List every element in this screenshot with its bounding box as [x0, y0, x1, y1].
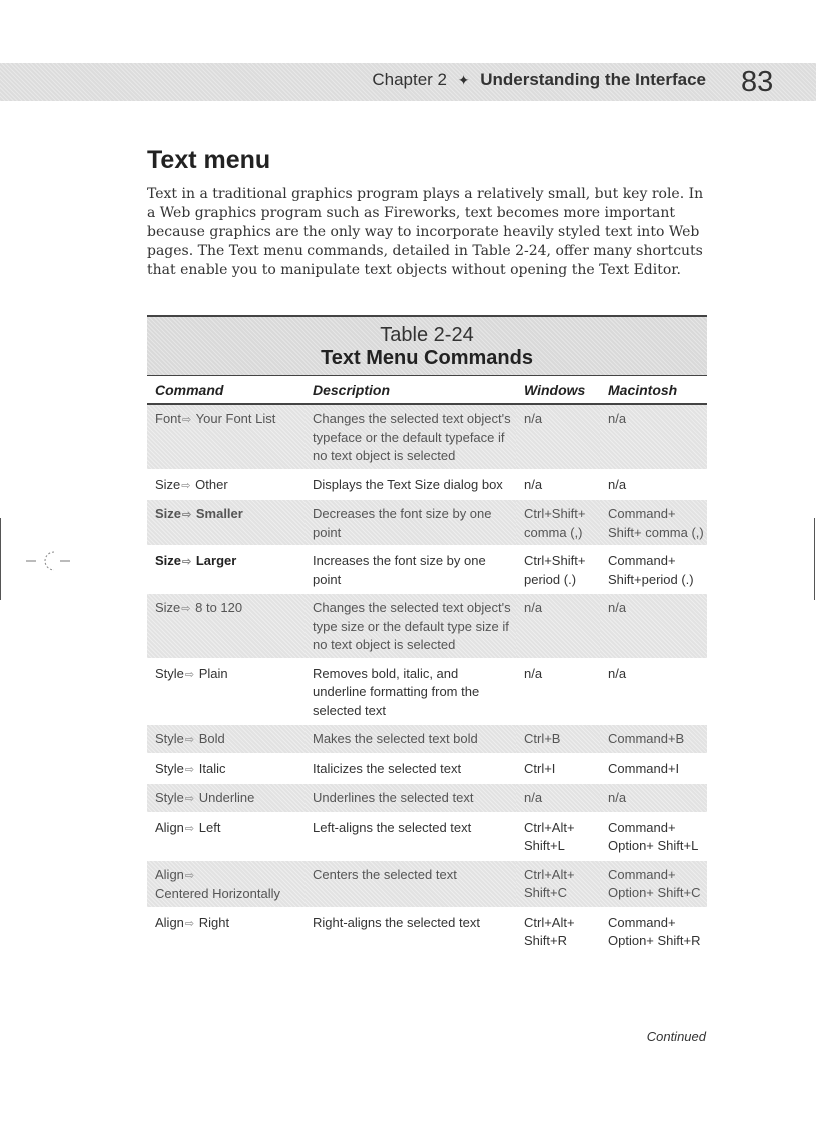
command-item: Centered Horizontally	[155, 886, 281, 901]
description-cell: Changes the selected text object's type size or the default type size if no text object is selected	[305, 593, 516, 659]
macintosh-shortcut-cell: Command+ Shift+period (.)	[600, 546, 707, 593]
text-menu-commands-table	[147, 315, 707, 954]
table-row	[147, 860, 707, 908]
command-cell	[147, 724, 305, 754]
command-cell	[147, 783, 305, 813]
command-item: Plain	[198, 665, 228, 681]
column-header-command: Command	[147, 376, 305, 405]
windows-shortcut-cell: Ctrl+Alt+ Shift+L	[516, 813, 600, 860]
table-number: Table 2-24	[380, 324, 474, 346]
command-cell	[147, 754, 305, 784]
submenu-arrow-icon: ⇨	[184, 763, 195, 776]
submenu-arrow-icon: ⇨	[184, 734, 195, 746]
command-item: Italic	[198, 760, 226, 776]
command-cell	[147, 546, 305, 593]
description-cell: Right-aligns the selected text	[305, 908, 516, 954]
command-item: Bold	[198, 731, 225, 746]
crop-mark-right	[814, 518, 815, 600]
command-menu: Style	[155, 790, 184, 805]
windows-shortcut-cell: n/a	[516, 659, 600, 725]
table-header-row	[147, 376, 707, 405]
macintosh-shortcut-cell: n/a	[600, 659, 707, 725]
command-cell	[147, 860, 305, 908]
submenu-arrow-icon: ⇨	[184, 869, 195, 882]
command-menu: Size	[155, 553, 182, 568]
macintosh-shortcut-cell: Command+ Option+ Shift+R	[600, 908, 707, 954]
command-item: Left	[198, 819, 221, 835]
table-row	[147, 546, 707, 593]
command-cell	[147, 813, 305, 860]
command-menu: Size	[155, 476, 181, 492]
crop-mark-left	[0, 518, 1, 600]
command-item: Your Font List	[195, 411, 276, 426]
command-cell	[147, 499, 305, 546]
windows-shortcut-cell: Ctrl+B	[516, 724, 600, 754]
submenu-arrow-icon: ⇨	[181, 479, 191, 492]
page-number: 83	[741, 66, 774, 98]
command-menu: Size	[155, 600, 181, 615]
table-row	[147, 813, 707, 860]
registration-mark-icon	[26, 546, 70, 576]
chapter-title: Understanding the Interface	[480, 70, 706, 89]
description-cell: Centers the selected text	[305, 860, 516, 908]
command-cell	[147, 908, 305, 954]
macintosh-shortcut-cell: n/a	[600, 783, 707, 813]
table-title: Text Menu Commands	[321, 347, 533, 369]
table-row	[147, 908, 707, 954]
macintosh-shortcut-cell: n/a	[600, 470, 707, 500]
table-caption	[147, 315, 707, 375]
header-separator-icon: ✦	[457, 72, 470, 88]
windows-shortcut-cell: Ctrl+I	[516, 754, 600, 784]
submenu-arrow-icon: ⇨	[182, 414, 192, 426]
description-cell: Left-aligns the selected text	[305, 813, 516, 860]
commands-table	[147, 375, 707, 954]
table-row	[147, 593, 707, 659]
macintosh-shortcut-cell: Command+ Shift+ comma (,)	[600, 499, 707, 546]
continued-note: Continued	[646, 1029, 706, 1044]
table-row	[147, 470, 707, 500]
running-header	[372, 70, 706, 90]
description-cell: Decreases the font size by one point	[305, 499, 516, 546]
table-row	[147, 499, 707, 546]
macintosh-shortcut-cell: Command+ Option+ Shift+C	[600, 860, 707, 908]
command-menu: Style	[155, 665, 184, 681]
command-menu: Align	[155, 914, 184, 930]
submenu-arrow-icon: ⇨	[181, 603, 191, 615]
windows-shortcut-cell: n/a	[516, 404, 600, 470]
command-menu: Align	[155, 819, 184, 835]
description-cell: Changes the selected text object's typeface or the default typeface if no text object is selected	[305, 404, 516, 470]
command-item: Larger	[195, 553, 237, 568]
command-cell	[147, 404, 305, 470]
windows-shortcut-cell: n/a	[516, 470, 600, 500]
description-cell: Displays the Text Size dialog box	[305, 470, 516, 500]
description-cell: Underlines the selected text	[305, 783, 516, 813]
windows-shortcut-cell: n/a	[516, 783, 600, 813]
command-menu: Style	[155, 760, 184, 776]
description-cell: Makes the selected text bold	[305, 724, 516, 754]
command-menu: Align	[155, 866, 184, 882]
section-heading: Text menu	[147, 146, 271, 174]
intro-paragraph: Text in a traditional graphics program plays a relatively small, but key role. In a Web graphics program such as Fireworks, text becomes more important because graphics are the only way to incorporate heavily styled text into Web pages. The Text menu commands, detailed in Table 2-24, offer many shortcuts that enable you to manipulate text objects without opening the Text Editor.	[147, 186, 704, 278]
table-row	[147, 783, 707, 813]
table-row	[147, 659, 707, 725]
command-menu: Style	[155, 731, 184, 746]
windows-shortcut-cell: Ctrl+Alt+ Shift+C	[516, 860, 600, 908]
windows-shortcut-cell: n/a	[516, 593, 600, 659]
submenu-arrow-icon: ⇨	[182, 556, 192, 568]
command-menu: Size	[155, 506, 182, 521]
macintosh-shortcut-cell: Command+I	[600, 754, 707, 784]
chapter-label: Chapter 2	[372, 70, 448, 89]
column-header-macintosh: Macintosh	[600, 376, 707, 405]
description-cell: Increases the font size by one point	[305, 546, 516, 593]
windows-shortcut-cell: Ctrl+Shift+ comma (,)	[516, 499, 600, 546]
submenu-arrow-icon: ⇨	[184, 668, 195, 681]
command-menu: Font	[155, 411, 182, 426]
column-header-windows: Windows	[516, 376, 600, 405]
description-cell: Italicizes the selected text	[305, 754, 516, 784]
command-cell	[147, 659, 305, 725]
submenu-arrow-icon: ⇨	[182, 509, 192, 521]
submenu-arrow-icon: ⇨	[184, 822, 195, 835]
command-item: Right	[198, 914, 230, 930]
command-item: 8 to 120	[195, 600, 243, 615]
table-row	[147, 724, 707, 754]
submenu-arrow-icon: ⇨	[184, 793, 195, 805]
table-row	[147, 754, 707, 784]
submenu-arrow-icon: ⇨	[184, 917, 195, 930]
command-cell	[147, 593, 305, 659]
command-item: Underline	[198, 790, 255, 805]
windows-shortcut-cell: Ctrl+Shift+ period (.)	[516, 546, 600, 593]
table-row	[147, 404, 707, 470]
macintosh-shortcut-cell: n/a	[600, 404, 707, 470]
command-cell	[147, 470, 305, 500]
windows-shortcut-cell: Ctrl+Alt+ Shift+R	[516, 908, 600, 954]
column-header-description: Description	[305, 376, 516, 405]
macintosh-shortcut-cell: n/a	[600, 593, 707, 659]
command-item: Other	[195, 476, 228, 492]
description-cell: Removes bold, italic, and underline formatting from the selected text	[305, 659, 516, 725]
macintosh-shortcut-cell: Command+B	[600, 724, 707, 754]
macintosh-shortcut-cell: Command+ Option+ Shift+L	[600, 813, 707, 860]
command-item: Smaller	[195, 506, 243, 521]
